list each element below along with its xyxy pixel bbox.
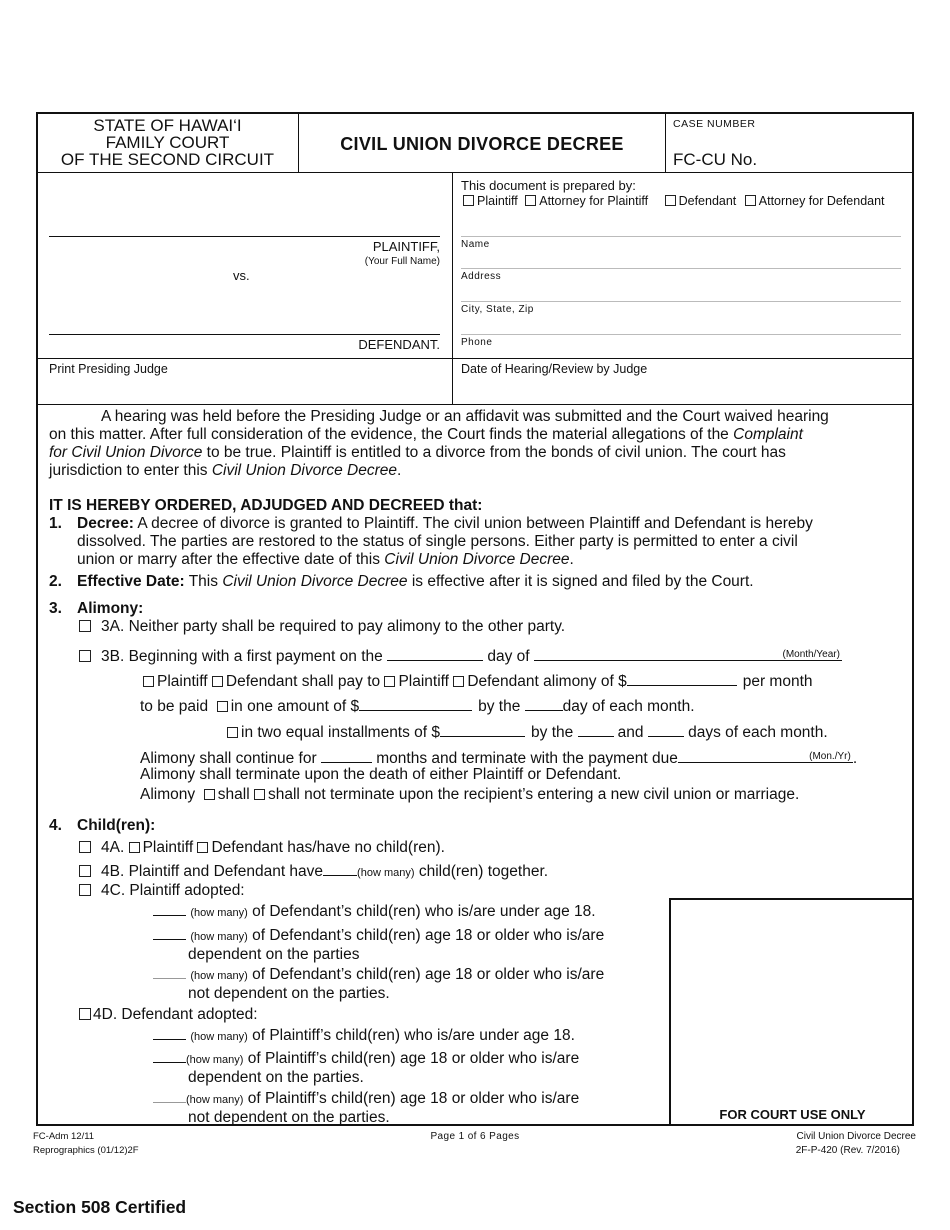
defendant-label: DEFENDANT. bbox=[358, 337, 440, 352]
payee-defendant-label: Defendant alimony of $ bbox=[467, 673, 627, 690]
by-the-label-2: by the bbox=[531, 724, 574, 741]
judge-top-rule bbox=[37, 358, 913, 359]
option-4a-label: 4A. bbox=[101, 839, 125, 856]
4c-not-dependent bbox=[153, 966, 604, 1003]
intro-decree-title: Civil Union Divorce Decree bbox=[211, 462, 398, 479]
alimony-death-line: Alimony shall terminate upon the death of either Plaintiff or Defendant. bbox=[140, 766, 622, 783]
payee-plaintiff-checkbox[interactable] bbox=[384, 676, 395, 687]
4c-dependent bbox=[153, 927, 604, 964]
judge-bottom-rule bbox=[37, 404, 913, 405]
4d-dependent-hint: (how many) bbox=[186, 1054, 244, 1066]
option-4d-label: 4D. Defendant adopted: bbox=[93, 1006, 258, 1023]
alimony-amount-field[interactable] bbox=[627, 671, 737, 686]
option-4c-label: 4C. Plaintiff adopted: bbox=[101, 882, 245, 899]
month-year-hint: (Month/Year) bbox=[782, 649, 840, 660]
defendant-checkbox[interactable] bbox=[665, 195, 676, 206]
children-together-label: child(ren) together. bbox=[418, 863, 549, 880]
court-use-label: FOR COURT USE ONLY bbox=[719, 1107, 866, 1122]
alimony-label: Alimony bbox=[140, 786, 196, 803]
4d-not-dependent-count-field[interactable] bbox=[153, 1090, 186, 1103]
plaintiff-label: PLAINTIFF, bbox=[372, 239, 440, 254]
city-label: City, State, Zip bbox=[461, 304, 534, 315]
court-line-3: OF THE SECOND CIRCUIT bbox=[60, 150, 275, 169]
section-2-decree-title: Civil Union Divorce Decree bbox=[222, 573, 408, 590]
first-installment-day-field[interactable] bbox=[578, 722, 614, 737]
4d-not-dependent-hint: (how many) bbox=[186, 1094, 244, 1106]
intro-line-2 bbox=[49, 426, 829, 444]
header-bottom-rule bbox=[37, 172, 913, 173]
4d-dependent-label: of Plaintiff’s child(ren) age 18 or older who is/are bbox=[247, 1050, 580, 1067]
4d-under-18 bbox=[153, 1027, 575, 1045]
attorney-defendant-option-label: Attorney for Defendant bbox=[758, 194, 885, 208]
footer-page-number: Page 1 of 6 Pages bbox=[430, 1131, 520, 1142]
second-installment-day-field[interactable] bbox=[648, 722, 684, 737]
attorney-defendant-checkbox[interactable] bbox=[745, 195, 756, 206]
alimony-continue-line: Alimony shall continue for months and terminate with the payment due (Mon./Yr) . bbox=[140, 750, 858, 767]
section-1-line-1-text: A decree of divorce is granted to Plaintiff. The civil union between Plaintiff and Defendant is hereby bbox=[133, 515, 813, 532]
section-4-title: Child(ren): bbox=[77, 817, 156, 834]
option-3b-line-2 bbox=[143, 671, 813, 691]
option-3b-line-1 bbox=[79, 646, 899, 666]
section-4-number: 4. bbox=[49, 817, 62, 834]
defendant-name-line[interactable] bbox=[49, 334, 440, 335]
4c-under-18-count-field[interactable] bbox=[153, 903, 186, 916]
court-line-1: STATE OF HAWAI‘I bbox=[93, 116, 242, 135]
section-1-line-3-text: union or marry after the effective date of this bbox=[77, 551, 385, 568]
4c-under-18 bbox=[153, 903, 596, 921]
children-together-hint: (how many) bbox=[357, 867, 415, 879]
section-1-line-2: dissolved. The parties are restored to the status of single persons. Either party is permitted to enter a civil bbox=[77, 533, 798, 550]
option-4b-checkbox[interactable] bbox=[79, 865, 91, 877]
4c-not-dependent-count-field[interactable] bbox=[153, 966, 186, 979]
one-amount-label: in one amount of $ bbox=[230, 698, 360, 715]
name-label: Name bbox=[461, 239, 490, 250]
plaintiff-hint: (Your Full Name) bbox=[364, 256, 440, 267]
4d-dependent bbox=[153, 1050, 579, 1087]
section-2-title: Effective Date: bbox=[77, 573, 185, 590]
section-3-title: Alimony: bbox=[77, 600, 144, 617]
4c-dependent-label-2: dependent on the parties bbox=[188, 946, 360, 963]
days-of-month-label: days of each month. bbox=[688, 724, 828, 741]
presiding-judge-label: Print Presiding Judge bbox=[49, 362, 168, 376]
day-of-label: day of bbox=[487, 648, 530, 665]
installment-amount-field[interactable] bbox=[440, 722, 525, 737]
header-divider-2 bbox=[665, 113, 666, 172]
and-label: and bbox=[617, 724, 644, 741]
footer-form-title: Civil Union Divorce Decree bbox=[796, 1131, 916, 1142]
4d-under-18-label: of Plaintiff’s child(ren) who is/are under age 18. bbox=[252, 1027, 575, 1044]
4c-not-dependent-hint: (how many) bbox=[190, 970, 248, 982]
section-2-number: 2. bbox=[49, 573, 62, 590]
name-field[interactable] bbox=[461, 268, 901, 269]
month-year-field[interactable] bbox=[534, 646, 842, 661]
plaintiff-name-line[interactable] bbox=[49, 236, 440, 237]
4d-not-dependent bbox=[153, 1090, 579, 1127]
defendant-option-label: Defendant bbox=[678, 194, 737, 208]
payer-plaintiff-label: Plaintiff bbox=[157, 673, 208, 690]
option-4d bbox=[79, 1006, 258, 1024]
option-4d-checkbox[interactable] bbox=[79, 1008, 91, 1020]
section-2-c: is effective after it is signed and filed by the Court. bbox=[407, 573, 754, 590]
alimony-months-field[interactable] bbox=[321, 748, 372, 763]
4d-dependent-label-2: dependent on the parties. bbox=[188, 1069, 364, 1086]
footer-revision: 2F-P-420 (Rev. 7/2016) bbox=[795, 1145, 900, 1156]
shall-checkbox[interactable] bbox=[204, 789, 215, 800]
case-number-label: CASE NUMBER bbox=[673, 118, 756, 130]
by-the-label: by the bbox=[478, 698, 521, 715]
option-3a-label: 3A. Neither party shall be required to pay alimony to the other party. bbox=[101, 618, 566, 635]
4c-under-18-label: of Defendant’s child(ren) who is/are under age 18. bbox=[252, 903, 596, 920]
section-2-a: This bbox=[184, 573, 223, 590]
4d-under-18-count-field[interactable] bbox=[153, 1027, 186, 1040]
intro-line-4-text: jurisdiction to enter this bbox=[49, 462, 212, 479]
vs-label: vs. bbox=[233, 268, 250, 283]
option-3a-checkbox[interactable] bbox=[79, 620, 91, 632]
preparer-rule-1 bbox=[461, 236, 901, 237]
court-use-box bbox=[669, 898, 914, 1126]
intro-civil-union-divorce: for Civil Union Divorce bbox=[49, 444, 203, 461]
option-4c bbox=[79, 882, 245, 900]
shall-label: shall bbox=[217, 786, 250, 803]
last-payment-field[interactable] bbox=[678, 748, 853, 763]
4d-dependent-count-field[interactable] bbox=[153, 1050, 186, 1063]
alimony-remarriage-line bbox=[140, 786, 799, 804]
4a-plaintiff-label: Plaintiff bbox=[142, 839, 194, 856]
city-field[interactable] bbox=[461, 334, 901, 335]
intro-line-2-text: on this matter. After full consideration of the evidence, the Court finds the material allegations of the bbox=[49, 426, 734, 443]
option-4a bbox=[79, 839, 445, 857]
option-4c-checkbox[interactable] bbox=[79, 884, 91, 896]
4c-dependent-hint: (how many) bbox=[190, 931, 248, 943]
shall-not-checkbox[interactable] bbox=[254, 789, 265, 800]
hearing-date-label: Date of Hearing/Review by Judge bbox=[461, 362, 648, 376]
attorney-plaintiff-option-label: Attorney for Plaintiff bbox=[539, 194, 649, 208]
4d-under-18-hint: (how many) bbox=[190, 1031, 248, 1043]
two-installments-label: in two equal installments of $ bbox=[241, 724, 441, 741]
court-name bbox=[37, 117, 298, 168]
section-1-line-3 bbox=[77, 551, 813, 569]
option-3b-text: 3B. Beginning with a first payment on the bbox=[101, 648, 383, 665]
4c-not-dependent-label-2: not dependent on the parties. bbox=[188, 985, 390, 1002]
intro-paragraph bbox=[49, 408, 829, 480]
option-4a-checkbox[interactable] bbox=[79, 841, 91, 853]
per-month-label: per month bbox=[742, 673, 813, 690]
option-3b-line-4 bbox=[227, 722, 828, 742]
payer-defendant-checkbox[interactable] bbox=[212, 676, 223, 687]
section-1-line-1 bbox=[77, 515, 813, 533]
intro-line-4 bbox=[49, 462, 829, 480]
first-payment-day-field[interactable] bbox=[387, 646, 483, 661]
intro-line-3 bbox=[49, 444, 829, 462]
court-line-2: FAMILY COURT bbox=[105, 133, 230, 152]
4d-not-dependent-label-2: not dependent on the parties. bbox=[188, 1109, 390, 1126]
option-3b-line-3 bbox=[140, 696, 695, 716]
4c-under-18-hint: (how many) bbox=[190, 907, 248, 919]
footer-form-id: FC-Adm 12/11 bbox=[33, 1131, 95, 1142]
day-of-month-label: day of each month. bbox=[562, 698, 695, 715]
section-1-decree-title: Civil Union Divorce Decree bbox=[384, 551, 570, 568]
4c-dependent-count-field[interactable] bbox=[153, 927, 186, 940]
4c-dependent-label: of Defendant’s child(ren) age 18 or older who is/are bbox=[252, 927, 605, 944]
two-installments-checkbox[interactable] bbox=[227, 727, 238, 738]
section-3-number: 3. bbox=[49, 600, 62, 617]
option-4b-label: 4B. Plaintiff and Defendant have bbox=[101, 863, 324, 880]
day-of-month-field[interactable] bbox=[525, 696, 563, 711]
4a-defendant-label: Defendant has/have no child(ren). bbox=[211, 839, 445, 856]
option-3a bbox=[79, 618, 565, 636]
intro-line-3-text: to be true. Plaintiff is entitled to a divorce from the bonds of civil union. The court has bbox=[202, 444, 786, 461]
shall-not-label: shall not terminate upon the recipient’s entering a new civil union or marriage. bbox=[267, 786, 800, 803]
intro-complaint: Complaint bbox=[733, 426, 803, 443]
mon-yr-hint: (Mon./Yr) bbox=[809, 751, 851, 762]
plaintiff-checkbox[interactable] bbox=[463, 195, 474, 206]
address-label: Address bbox=[461, 271, 502, 282]
payee-plaintiff-label: Plaintiff bbox=[398, 673, 449, 690]
party-divider bbox=[452, 172, 453, 404]
section-508-label: Section 508 Certified bbox=[13, 1197, 187, 1217]
children-together-count-field[interactable] bbox=[323, 863, 357, 876]
one-amount-field[interactable] bbox=[359, 696, 472, 711]
section-1-title: Decree: bbox=[77, 515, 134, 532]
4c-not-dependent-label: of Defendant’s child(ren) age 18 or older who is/are bbox=[252, 966, 605, 983]
to-be-paid-label: to be paid bbox=[140, 698, 209, 715]
payer-plaintiff-checkbox[interactable] bbox=[143, 676, 154, 687]
footer-reprographics: Reprographics (01/12)2F bbox=[33, 1145, 139, 1156]
payer-defendant-label: Defendant shall pay to bbox=[225, 673, 381, 690]
option-4b bbox=[79, 863, 548, 881]
order-heading: IT IS HEREBY ORDERED, ADJUDGED AND DECREED that: bbox=[49, 497, 483, 514]
document-title: CIVIL UNION DIVORCE DECREE bbox=[340, 134, 624, 154]
intro-period: . bbox=[397, 462, 402, 479]
section-2-text bbox=[77, 573, 754, 591]
one-amount-checkbox[interactable] bbox=[217, 701, 228, 712]
plaintiff-option-label: Plaintiff bbox=[477, 194, 518, 208]
4a-defendant-checkbox[interactable] bbox=[197, 842, 208, 853]
intro-line-1: A hearing was held before the Presiding Judge or an affidavit was submitted and the Court waived hearing bbox=[101, 408, 829, 425]
case-number-field[interactable]: FC-CU No. bbox=[673, 150, 758, 169]
alimony-continue-label: Alimony shall continue for bbox=[140, 750, 317, 767]
payee-defendant-checkbox[interactable] bbox=[453, 676, 464, 687]
address-field[interactable] bbox=[461, 301, 901, 302]
preparer-heading: This document is prepared by: bbox=[461, 178, 636, 193]
section-1-period: . bbox=[569, 551, 574, 568]
phone-label: Phone bbox=[461, 337, 493, 348]
terminate-payment-label: months and terminate with the payment due bbox=[376, 750, 678, 767]
4d-not-dependent-label: of Plaintiff’s child(ren) age 18 or older who is/are bbox=[247, 1090, 580, 1107]
attorney-plaintiff-checkbox[interactable] bbox=[525, 195, 536, 206]
option-3b-checkbox[interactable] bbox=[79, 650, 91, 662]
section-1-text bbox=[77, 515, 813, 569]
preparer-options bbox=[463, 194, 885, 208]
section-1-number: 1. bbox=[49, 515, 62, 532]
4a-plaintiff-checkbox[interactable] bbox=[129, 842, 140, 853]
